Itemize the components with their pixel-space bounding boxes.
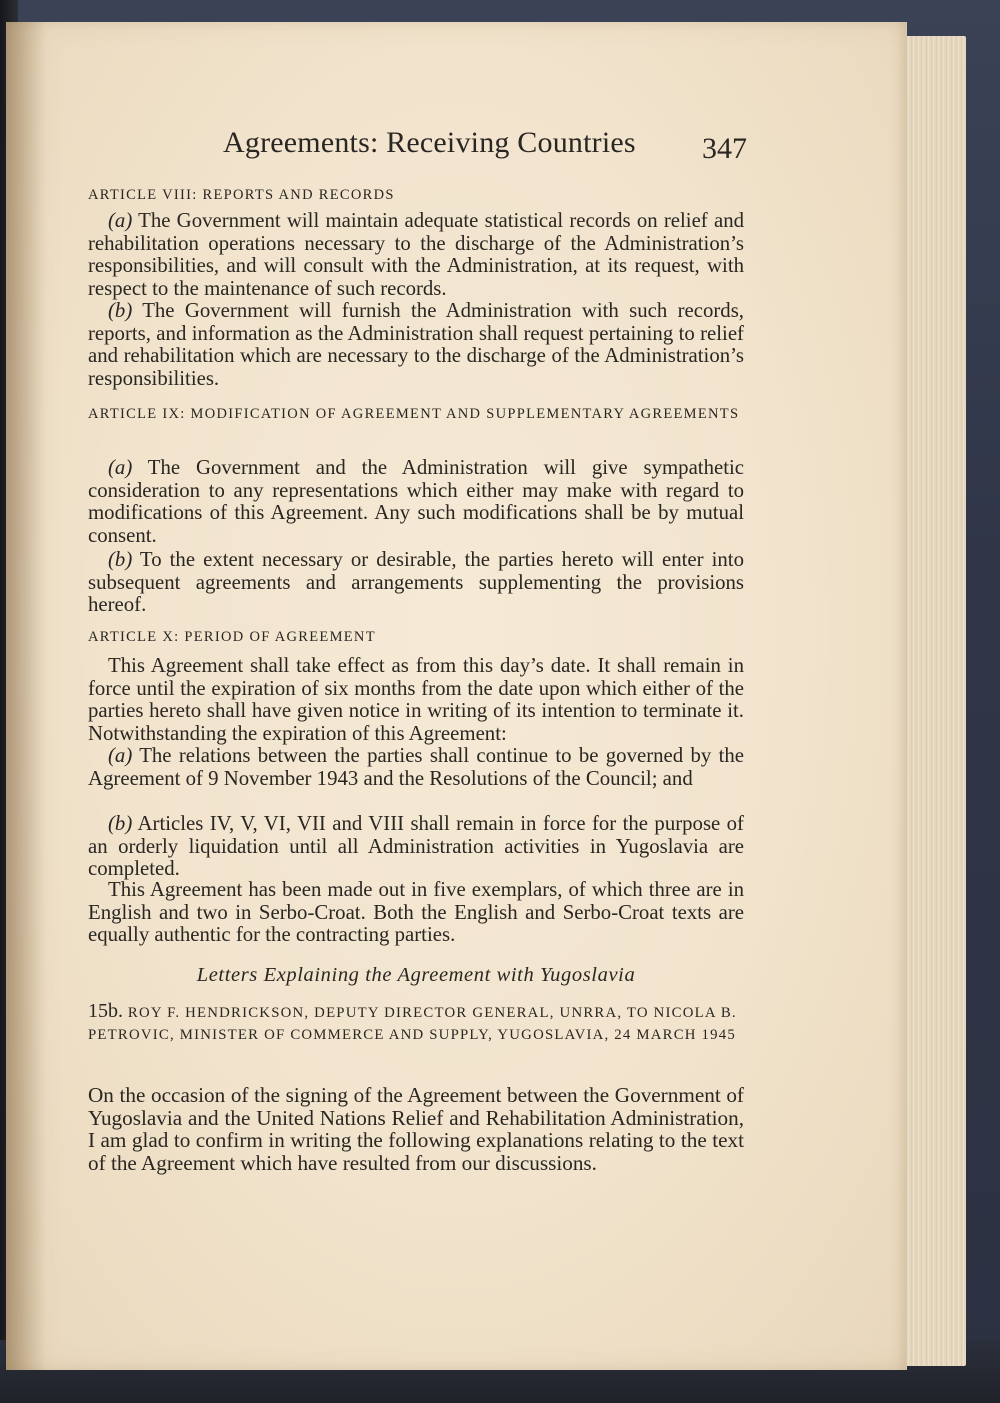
document-heading-text: ROY F. HENDRICKSON, DEPUTY DIRECTOR GENERAL, UNRRA, TO NICOLA B. PETROVIC, MINISTER OF COMMERCE AND SUPPLY, YUGOSLAVIA, 24 MARCH 1945 — [88, 1005, 737, 1043]
page-number: 347 — [702, 132, 747, 165]
article-viii-para-b-label: (b) — [108, 299, 133, 322]
article-ix-para-a-text: The Government and the Administration will give sympathetic consideration to any representations which either may make with regard to modifications of this Agreement. Any such modifications shall be by mutual consent. — [88, 456, 744, 547]
article-x-para-b — [88, 813, 744, 881]
article-viii-para-a-text: The Government will maintain adequate statistical records on relief and rehabilitation operations necessary to the discharge of the Administration’s responsibilities, and will consult with the Administration, at its request, with respect to the maintenance of such records. — [88, 209, 744, 300]
article-ix-heading: ARTICLE IX: MODIFICATION OF AGREEMENT AND SUPPLEMENTARY AGREEMENTS — [88, 406, 740, 422]
article-ix-para-a — [88, 457, 744, 547]
document-number: 15b. — [88, 1000, 123, 1022]
article-x-para-b-text: Articles IV, V, VI, VII and VIII shall remain in force for the purpose of an orderly liquidation until all Administration activities in Yugoslavia are completed. — [88, 812, 744, 880]
spine-shadow — [6, 22, 46, 1370]
book-page — [6, 22, 907, 1370]
article-ix-para-b-text: To the extent necessary or desirable, the parties hereto will enter into subsequent agreements and arrangements supplementing the provisions hereof. — [88, 548, 744, 616]
article-x-para-a-label: (a) — [108, 744, 133, 767]
article-x-para-a-text: The relations between the parties shall continue to be governed by the Agreement of 9 November 1943 and the Resolutions of the Council; and — [88, 744, 744, 790]
running-head: Agreements: Receiving Countries — [223, 126, 636, 159]
article-x-intro: This Agreement shall take effect as from this day’s date. It shall remain in force until the expiration of six months from the date upon which either of the parties hereto shall have given notice in writing of its intention to terminate it. Notwithstanding the expiration of this Agreement: — [88, 654, 744, 745]
article-x-heading: ARTICLE X: PERIOD OF AGREEMENT — [88, 629, 376, 645]
article-viii-para-b — [88, 300, 744, 390]
article-x-para-a — [88, 745, 744, 790]
article-viii-para-a — [88, 210, 744, 300]
article-ix-para-b-label: (b) — [108, 548, 133, 571]
article-viii-para-a-label: (a) — [108, 209, 133, 232]
article-ix-para-b — [88, 549, 744, 617]
article-ix-para-a-label: (a) — [108, 456, 133, 479]
letter-body: On the occasion of the signing of the Agreement between the Government of Yugoslavia and the United Nations Relief and Rehabilitation Administration, I am glad to confirm in writing the following explanations relating to the text of the Agreement which have resulted from our discussions. — [88, 1083, 744, 1175]
document-heading — [88, 1000, 744, 1046]
letters-section-title: Letters Explaining the Agreement with Yugoslavia — [196, 964, 636, 986]
article-x-closing: This Agreement has been made out in five exemplars, of which three are in English and two in Serbo-Croat. Both the English and Serbo-Croat texts are equally authentic for the contracting parties. — [88, 878, 744, 946]
article-viii-heading: ARTICLE VIII: REPORTS AND RECORDS — [88, 187, 395, 203]
article-x-para-b-label: (b) — [108, 812, 133, 835]
article-viii-para-b-text: The Government will furnish the Administration with such records, reports, and information as the Administration shall request pertaining to relief and rehabilitation which are necessary to the discharge of the Administration’s responsibilities. — [88, 299, 744, 390]
